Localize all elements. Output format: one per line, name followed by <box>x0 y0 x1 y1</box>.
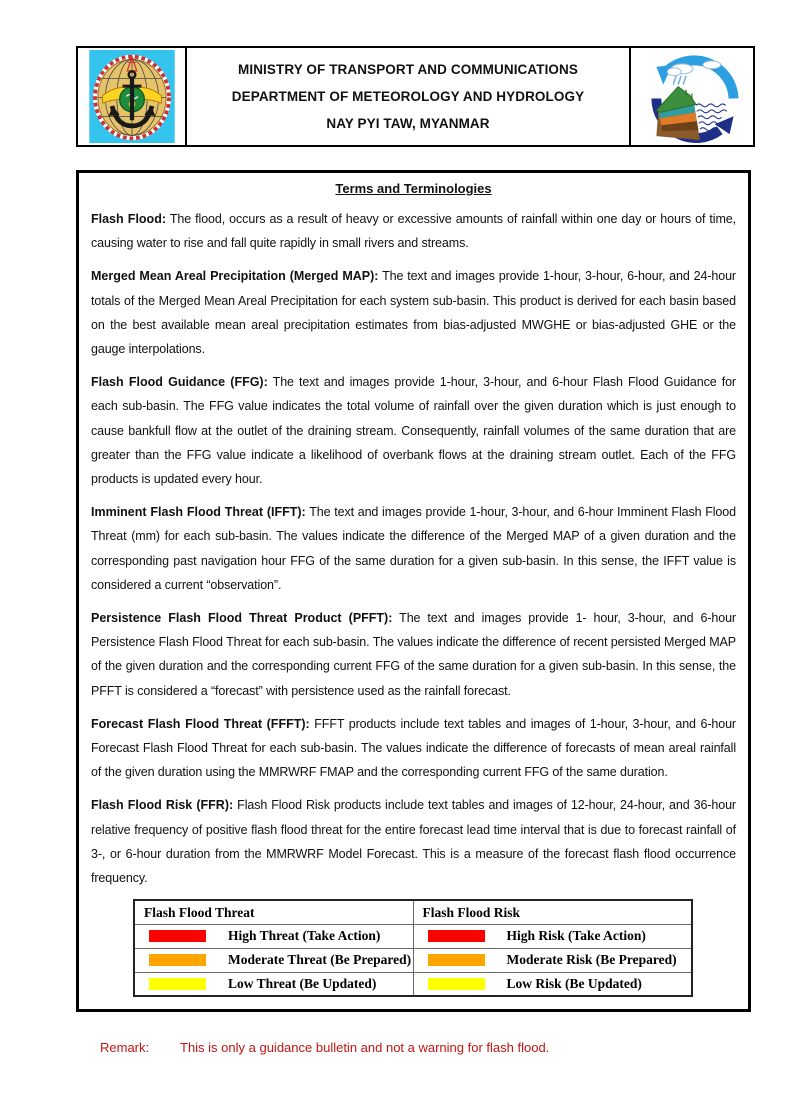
ministry-name: MINISTRY OF TRANSPORT AND COMMUNICATIONS <box>238 62 578 77</box>
dmh-water-cycle-logo-icon <box>640 49 744 144</box>
ministry-of-transport-seal-icon <box>87 50 177 143</box>
term-label: Persistence Flash Flood Threat Product (PFFT): <box>91 611 393 626</box>
legend-row-moderate <box>134 948 692 972</box>
high-risk-color-swatch <box>428 930 485 942</box>
location-line: NAY PYI TAW, MYANMAR <box>326 116 490 131</box>
legend-row-high <box>134 924 692 948</box>
high-threat-label: High Threat (Take Action) <box>228 928 381 944</box>
definition-flash-flood <box>91 207 736 255</box>
department-name: DEPARTMENT OF METEOROLOGY AND HYDROLOGY <box>231 89 585 104</box>
definition-ffr <box>91 793 736 890</box>
term-label: Imminent Flash Flood Threat (IFFT): <box>91 505 306 520</box>
moderate-threat-cell <box>134 948 413 972</box>
remark-label: Remark: <box>100 1040 150 1055</box>
remark-line <box>100 1040 549 1055</box>
section-title: Terms and Terminologies <box>335 181 492 196</box>
term-definition: The text and images provide 1-hour, 3-hour, and 6-hour Flash Flood Guidance for each sub-basin. The FFG value indicates the total volume of rainfall over the given duration which is just enough to cause bankfull flow at the outlet of the draining stream. Consequently, rainfall volumes of the same duration that are greater than the FFG value indicate a likelihood of overbank flows at the draining stream outlet. Each of the FFG products is updated every hour. <box>91 375 736 487</box>
low-risk-cell <box>413 972 692 996</box>
term-definition: The text and images provide 1-hour, 3-hour, and 6-hour Imminent Flash Flood Threat (mm) for each sub-basin. The values indicate the difference of the Merged MAP of a given duration and the corresponding past navigation hour FFG of the same duration for a given sub-basin. In this sense, the IFFT value is considered a current “observation”. <box>91 505 736 592</box>
flood-legend-table <box>133 899 693 997</box>
definition-ffg <box>91 370 736 491</box>
low-threat-color-swatch <box>149 978 206 990</box>
high-risk-label: High Risk (Take Action) <box>506 928 646 944</box>
term-label: Flash Flood Risk (FFR): <box>91 798 234 813</box>
low-threat-cell <box>134 972 413 996</box>
term-label: Flash Flood: <box>91 212 166 226</box>
moderate-risk-cell <box>413 948 692 972</box>
term-definition: The flood, occurs as a result of heavy or excessive amounts of rainfall within one day or hours of time, causing water to rise and fall quite rapidly in small rivers and streams. <box>91 212 736 251</box>
term-label: Forecast Flash Flood Threat (FFFT): <box>91 716 310 731</box>
high-threat-cell <box>134 924 413 948</box>
high-threat-color-swatch <box>149 930 206 942</box>
threat-column-header: Flash Flood Threat <box>134 900 413 924</box>
definition-ffft <box>91 712 736 785</box>
high-risk-cell <box>413 924 692 948</box>
ministry-seal-cell <box>78 48 187 145</box>
term-definition: FFFT products include text tables and images of 1-hour, 3-hour, and 6-hour Forecast Flash Flood Threat for each sub-basin. The values indicate the difference of forecasts of mean areal rainfall of the given duration using the MMRWRF FMAP and the corresponding current FFG of the same duration. <box>91 716 736 780</box>
letterhead <box>76 46 755 147</box>
term-definition: The text and images provide 1- hour, 3-hour, and 6-hour Persistence Flash Flood Threat for each sub-basin. The values indicate the difference of recent persisted Merged MAP of the given duration and the corresponding current FFG of the same duration for a given sub-basin. In this sense, the PFFT is considered a “forecast” with persistence used as the rainfall forecast. <box>91 611 736 698</box>
terms-section <box>76 170 751 1012</box>
term-label: Merged Mean Areal Precipitation (Merged MAP): <box>91 269 379 284</box>
dmh-logo-cell <box>631 48 753 145</box>
term-definition: Flash Flood Risk products include text tables and images of 12-hour, 24-hour, and 36-hour relative frequency of positive flash flood threat for the entire forecast lead time interval that is due to forecast rainfall of 3-, or 6-hour duration from the MMRWRF Model Forecast. This is a measure of the forecast flash flood occurrence frequency. <box>91 798 736 886</box>
definition-merged-map <box>91 264 736 361</box>
low-risk-color-swatch <box>428 978 485 990</box>
legend-header-row <box>134 900 692 924</box>
low-threat-label: Low Threat (Be Updated) <box>228 976 377 992</box>
term-definition: The text and images provide 1-hour, 3-hour, 6-hour, and 24-hour totals of the Merged Mean Areal Precipitation for each system sub-basin. This product is derived for each basin based on the best available mean areal precipitation estimates from bias-adjusted MWGHE or bias-adjusted GHE or the gauge interpolations. <box>91 269 736 357</box>
moderate-threat-color-swatch <box>149 954 206 966</box>
legend-row-low <box>134 972 692 996</box>
letterhead-text <box>187 48 631 145</box>
low-risk-label: Low Risk (Be Updated) <box>506 976 642 992</box>
remark-text: This is only a guidance bulletin and not a warning for flash flood. <box>180 1040 550 1055</box>
definition-pfft <box>91 606 736 703</box>
term-label: Flash Flood Guidance (FFG): <box>91 375 268 390</box>
definition-ifft <box>91 500 736 597</box>
risk-column-header: Flash Flood Risk <box>413 900 692 924</box>
moderate-threat-label: Moderate Threat (Be Prepared) <box>228 952 412 968</box>
moderate-risk-label: Moderate Risk (Be Prepared) <box>506 952 677 968</box>
moderate-risk-color-swatch <box>428 954 485 966</box>
